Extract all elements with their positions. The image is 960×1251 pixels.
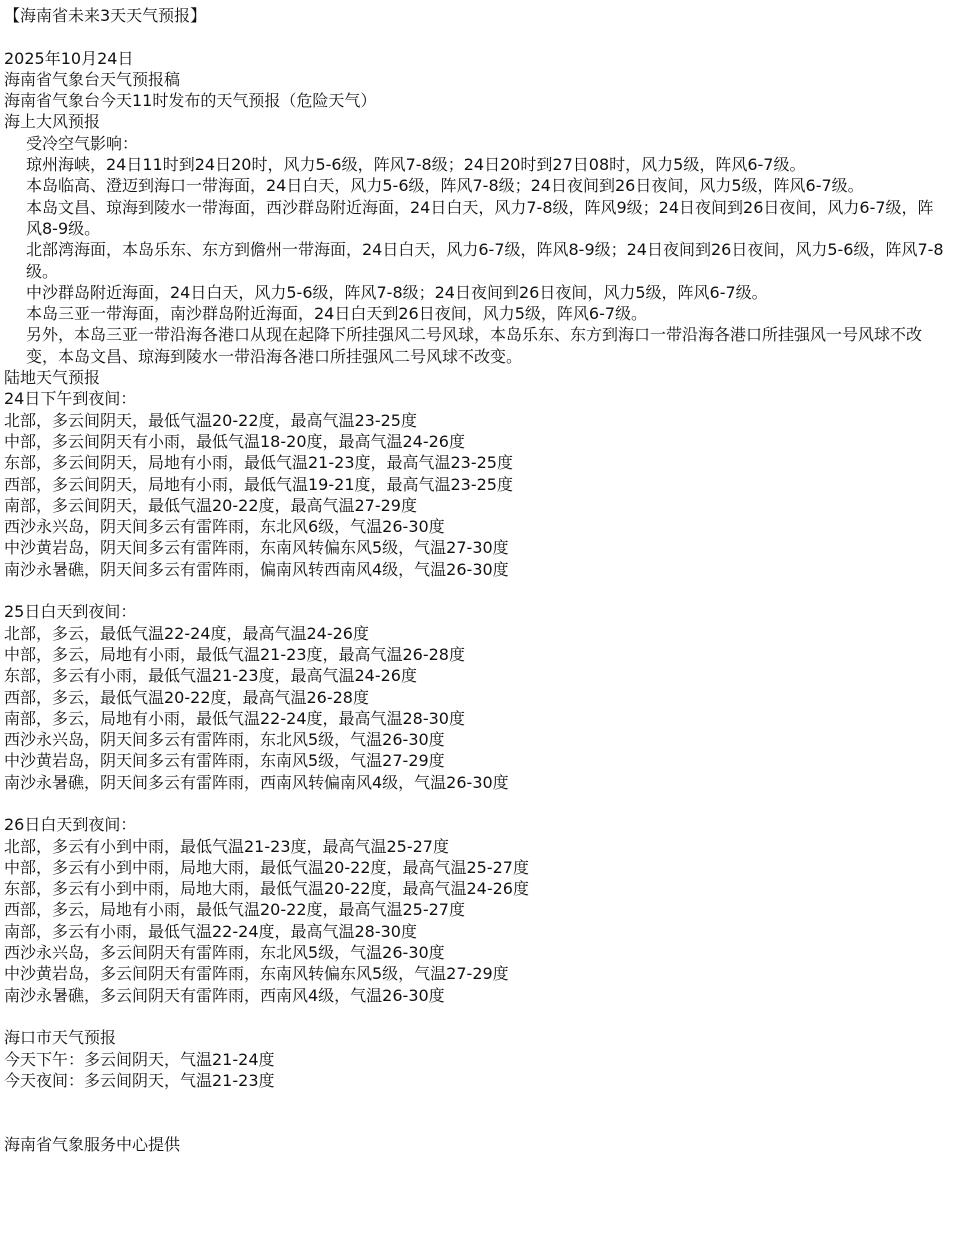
forecast-source: 海南省气象台天气预报稿 [4, 69, 181, 89]
region-forecast-line: 西部，多云间阴天，局地有小雨，最低气温19-21度，最高气温23-25度 [4, 474, 513, 494]
region-forecast-line: 南部，多云有小雨，最低气温22-24度，最高气温28-30度 [4, 921, 417, 941]
region-forecast-line: 中沙黄岩岛，阴天间多云有雷阵雨，东南风转偏东风5级，气温27-30度 [4, 538, 509, 558]
sea-wind-paragraph: 另外，本岛三亚一带沿海各港口从现在起降下所挂强风二号风球，本岛乐东、东方到海口一带沿海各港口所挂强风一号风球不改变，本岛文昌、琼海到陵水一带沿海各港口所挂强风二号风球不改变。 [26, 325, 923, 366]
haikou-forecast-line: 今天下午：多云间阴天，气温21-24度 [4, 1049, 275, 1069]
region-forecast-line: 北部，多云间阴天，最低气温20-22度，最高气温23-25度 [4, 410, 417, 430]
day3-forecast [4, 814, 948, 1006]
region-forecast-line: 南部，多云间阴天，最低气温20-22度，最高气温27-29度 [4, 495, 417, 515]
sea-wind-heading: 海上大风预报 [4, 112, 101, 132]
region-forecast-line: 中沙黄岩岛，阴天间多云有雷阵雨，东南风5级，气温27-29度 [4, 751, 445, 771]
haikou-forecast [4, 1027, 948, 1091]
forecast-date: 2025年10月24日 [4, 48, 134, 68]
region-forecast-line: 西沙永兴岛，阴天间多云有雷阵雨，东北风6级，气温26-30度 [4, 517, 445, 537]
haikou-forecast-line: 今天夜间：多云间阴天，气温21-23度 [4, 1070, 275, 1090]
region-forecast-line: 西部，多云，最低气温20-22度，最高气温26-28度 [4, 687, 369, 707]
region-forecast-line: 南沙永暑礁，多云间阴天有雷阵雨，西南风4级，气温26-30度 [4, 985, 445, 1005]
land-forecast-heading: 陆地天气预报 [4, 368, 101, 388]
region-forecast-line: 西部，多云，局地有小雨，最低气温20-22度，最高气温25-27度 [4, 900, 465, 920]
region-forecast-line: 西沙永兴岛，阴天间多云有雷阵雨，东北风5级，气温26-30度 [4, 730, 445, 750]
sea-wind-paragraph: 中沙群岛附近海面，24日白天，风力5-6级，阵风7-8级；24日夜间到26日夜间，风力5级，阵风6-7级。 [26, 282, 768, 302]
sea-wind-paragraph: 本岛文昌、琼海到陵水一带海面，西沙群岛附近海面，24日白天，风力7-8级，阵风9级；24日夜间到26日夜间，风力6-7级，阵风8-9级。 [26, 197, 934, 238]
region-forecast-line: 西沙永兴岛，多云间阴天有雷阵雨，东北风5级，气温26-30度 [4, 943, 445, 963]
region-forecast-line: 东部，多云有小雨，最低气温21-23度，最高气温24-26度 [4, 666, 417, 686]
footer-credit: 海南省气象服务中心提供 [4, 1134, 181, 1154]
sea-wind-section [4, 133, 948, 367]
document-title: 【海南省未来3天天气预报】 [4, 6, 207, 25]
sea-wind-paragraph: 本岛临高、澄迈到海口一带海面，24日白天，风力5-6级，阵风7-8级；24日夜间到26日夜间，风力5级，阵风6-7级。 [26, 176, 864, 196]
day-heading: 25日白天到夜间： [4, 602, 137, 622]
region-forecast-line: 北部，多云，最低气温22-24度，最高气温24-26度 [4, 623, 369, 643]
region-forecast-line: 北部，多云有小到中雨，最低气温21-23度，最高气温25-27度 [4, 836, 449, 856]
region-forecast-line: 南部，多云，局地有小雨，最低气温22-24度，最高气温28-30度 [4, 708, 465, 728]
region-forecast-line: 南沙永暑礁，阴天间多云有雷阵雨，西南风转偏南风4级，气温26-30度 [4, 772, 509, 792]
day1-forecast [4, 388, 948, 580]
sea-wind-paragraph: 琼州海峡，24日11时到24日20时，风力5-6级，阵风7-8级；24日20时到27日08时，风力5级，阵风6-7级。 [26, 155, 806, 175]
day-heading: 26日白天到夜间： [4, 815, 137, 835]
release-note: 海南省气象台今天11时发布的天气预报（危险天气） [4, 91, 377, 111]
region-forecast-line: 东部，多云间阴天，局地有小雨，最低气温21-23度，最高气温23-25度 [4, 453, 513, 473]
sea-wind-paragraph: 本岛三亚一带海面，南沙群岛附近海面，24日白天到26日夜间，风力5级，阵风6-7级。 [26, 304, 648, 324]
sea-wind-paragraph: 北部湾海面，本岛乐东、东方到儋州一带海面，24日白天，风力6-7级，阵风8-9级；24日夜间到26日夜间，风力5-6级，阵风7-8级。 [26, 240, 944, 281]
region-forecast-line: 东部，多云有小到中雨，局地大雨，最低气温20-22度，最高气温24-26度 [4, 879, 529, 899]
day2-forecast [4, 601, 948, 793]
region-forecast-line: 中部，多云有小到中雨，局地大雨，最低气温20-22度，最高气温25-27度 [4, 857, 529, 877]
day-heading: 24日下午到夜间： [4, 389, 137, 409]
region-forecast-line: 南沙永暑礁，阴天间多云有雷阵雨，偏南风转西南风4级，气温26-30度 [4, 559, 509, 579]
region-forecast-line: 中沙黄岩岛，多云间阴天有雷阵雨，东南风转偏东风5级，气温27-29度 [4, 964, 509, 984]
sea-wind-paragraph: 受冷空气影响： [26, 133, 139, 153]
haikou-heading: 海口市天气预报 [4, 1028, 117, 1048]
region-forecast-line: 中部，多云，局地有小雨，最低气温21-23度，最高气温26-28度 [4, 644, 465, 664]
region-forecast-line: 中部，多云间阴天有小雨，最低气温18-20度，最高气温24-26度 [4, 431, 465, 451]
